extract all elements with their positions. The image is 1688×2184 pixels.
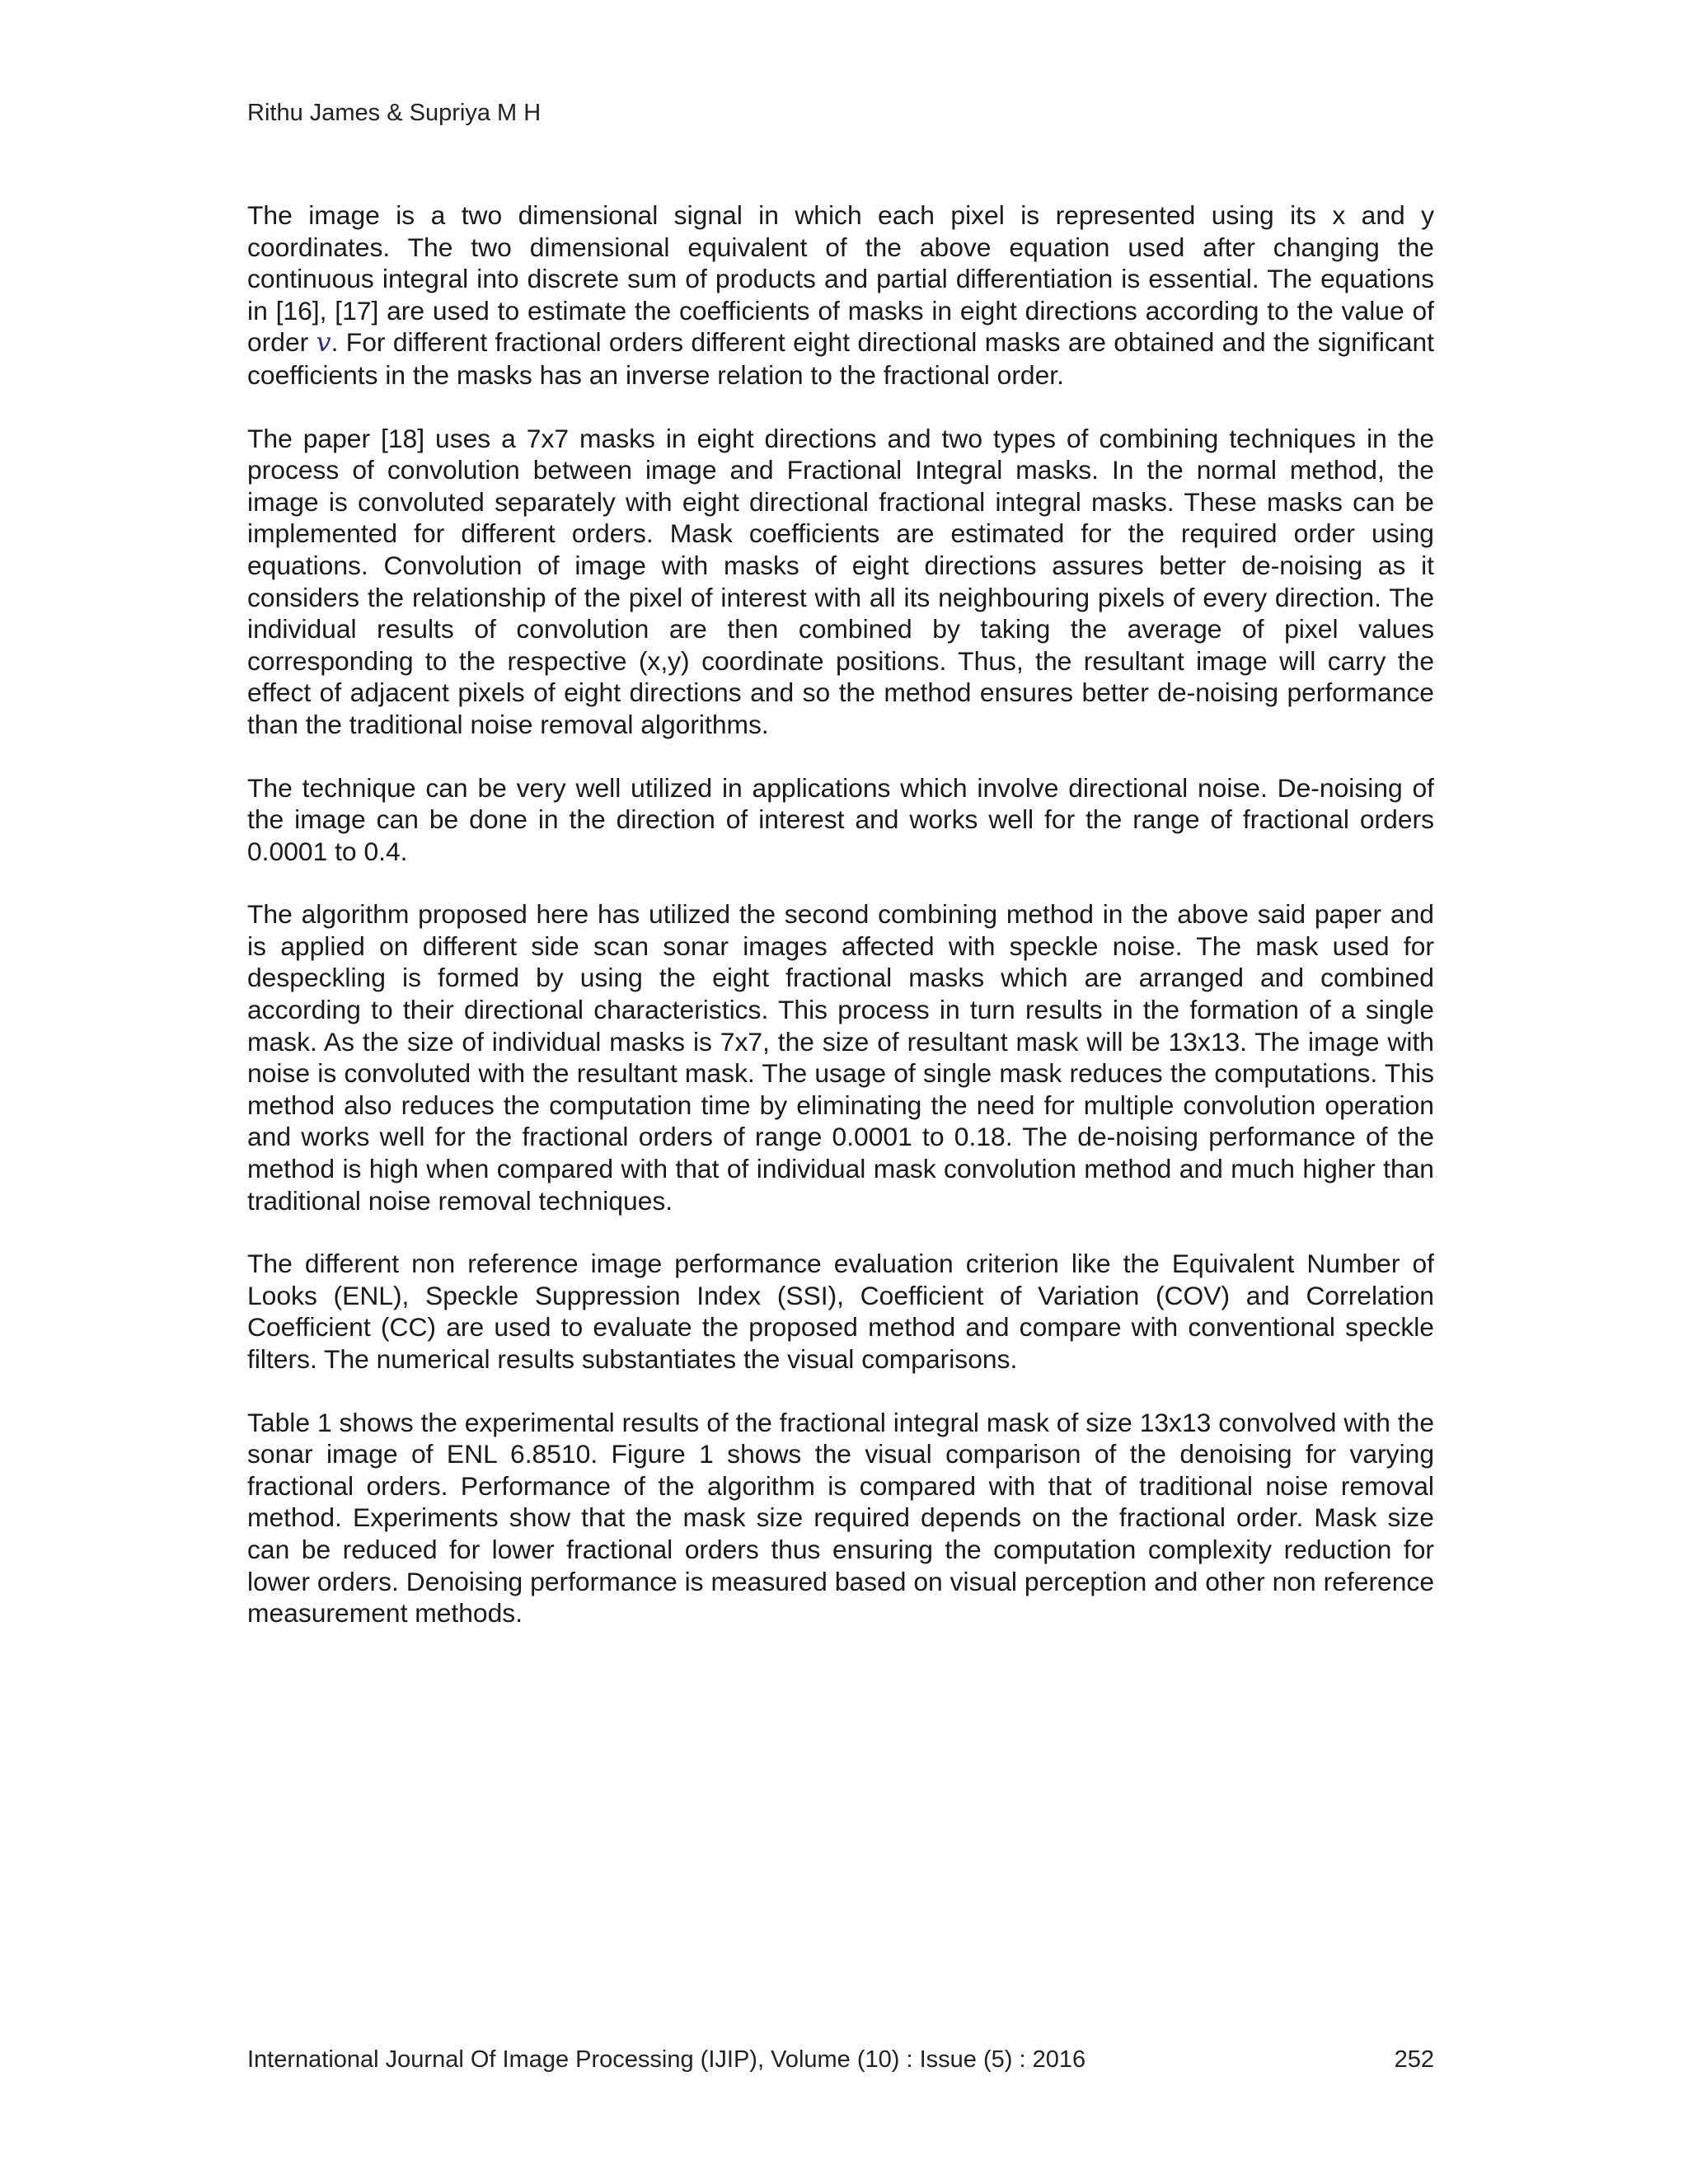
paragraph-5: The different non reference image performance evaluation criterion like the Equivalent Number of Looks (ENL), Speckle Suppression Index (SSI), Coefficient of Variation (COV) and Correlation Coefficient (CC) are used to evaluate the proposed method and compare with conventional speckle filters. The numerical results substantiates the visual comparisons. [247,1249,1434,1374]
paragraph-1-text-after: . For different fractional orders different eight directional masks are obtained and the significant coefficients in the masks has an inverse relation to the fractional order. [247,327,1434,390]
paragraph-2: The paper [18] uses a 7x7 masks in eight directions and two types of combining techniques in the process of convolution between image and Fractional Integral masks. In the normal method, the image is convoluted separately with eight directional fractional integral masks. These masks can be implemented for different orders. Mask coefficients are estimated for the required order using equations. Convolution of image with masks of eight directions assures better de-noising as it considers the relationship of the pixel of interest with all its neighbouring pixels of every direction. The individual results of convolution are then combined by taking the average of pixel values corresponding to the respective (x,y) coordinate positions. Thus, the resultant image will carry the effect of adjacent pixels of eight directions and so the method ensures better de-noising performance than the traditional noise removal algorithms. [247,423,1434,739]
running-header-authors: Rithu James & Supriya M H [247,100,542,126]
paragraph-1-text-before: The image is a two dimensional signal in which each pixel is represented using its x and y coordinates. The two dimensional equivalent of the above equation used after changing the continuous integral into discrete sum of products and partial differentiation is essential. The equations in [16], [17] are used to estimate the coefficients of masks in eight directions according to the value of order [247,200,1434,358]
paragraph-6: Table 1 shows the experimental results of the fractional integral mask of size 13x13 convolved with the sonar image of ENL 6.8510. Figure 1 shows the visual comparison of the denoising for varying fractional orders. Performance of the algorithm is compared with that of traditional noise removal method. Experiments show that the mask size required depends on the fractional order. Mask size can be reduced for lower fractional orders thus ensuring the computation complexity reduction for lower orders. Denoising performance is measured based on visual perception and other non reference measurement methods. [247,1407,1434,1629]
paragraph-1 [247,199,1434,391]
paragraph-4: The algorithm proposed here has utilized the second combining method in the above said paper and is applied on different side scan sonar images affected with speckle noise. The mask used for despeckling is formed by using the eight fractional masks which are arranged and combined according to their directional characteristics. This process in turn results in the formation of a single mask. As the size of individual masks is 7x7, the size of resultant mask will be 13x13. The image with noise is convoluted with the resultant mask. The usage of single mask reduces the computations. This method also reduces the computation time by eliminating the need for multiple convolution operation and works well for the fractional orders of range 0.0001 to 0.18. The de-noising performance of the method is high when compared with that of individual mask convolution method and much higher than traditional noise removal techniques. [247,899,1434,1216]
paragraph-3: The technique can be very well utilized in applications which involve directional noise. De-noising of the image can be done in the direction of interest and works well for the range of fractional orders 0.0001 to 0.4. [247,772,1434,866]
footer-page-number: 252 [1394,2046,1434,2073]
body-text [247,199,1434,1661]
order-variable-symbol: v [316,327,331,359]
page-footer [247,2044,1434,2077]
footer-journal-citation: International Journal Of Image Processing (IJIP), Volume (10) : Issue (5) : 2016 [247,2046,1086,2073]
